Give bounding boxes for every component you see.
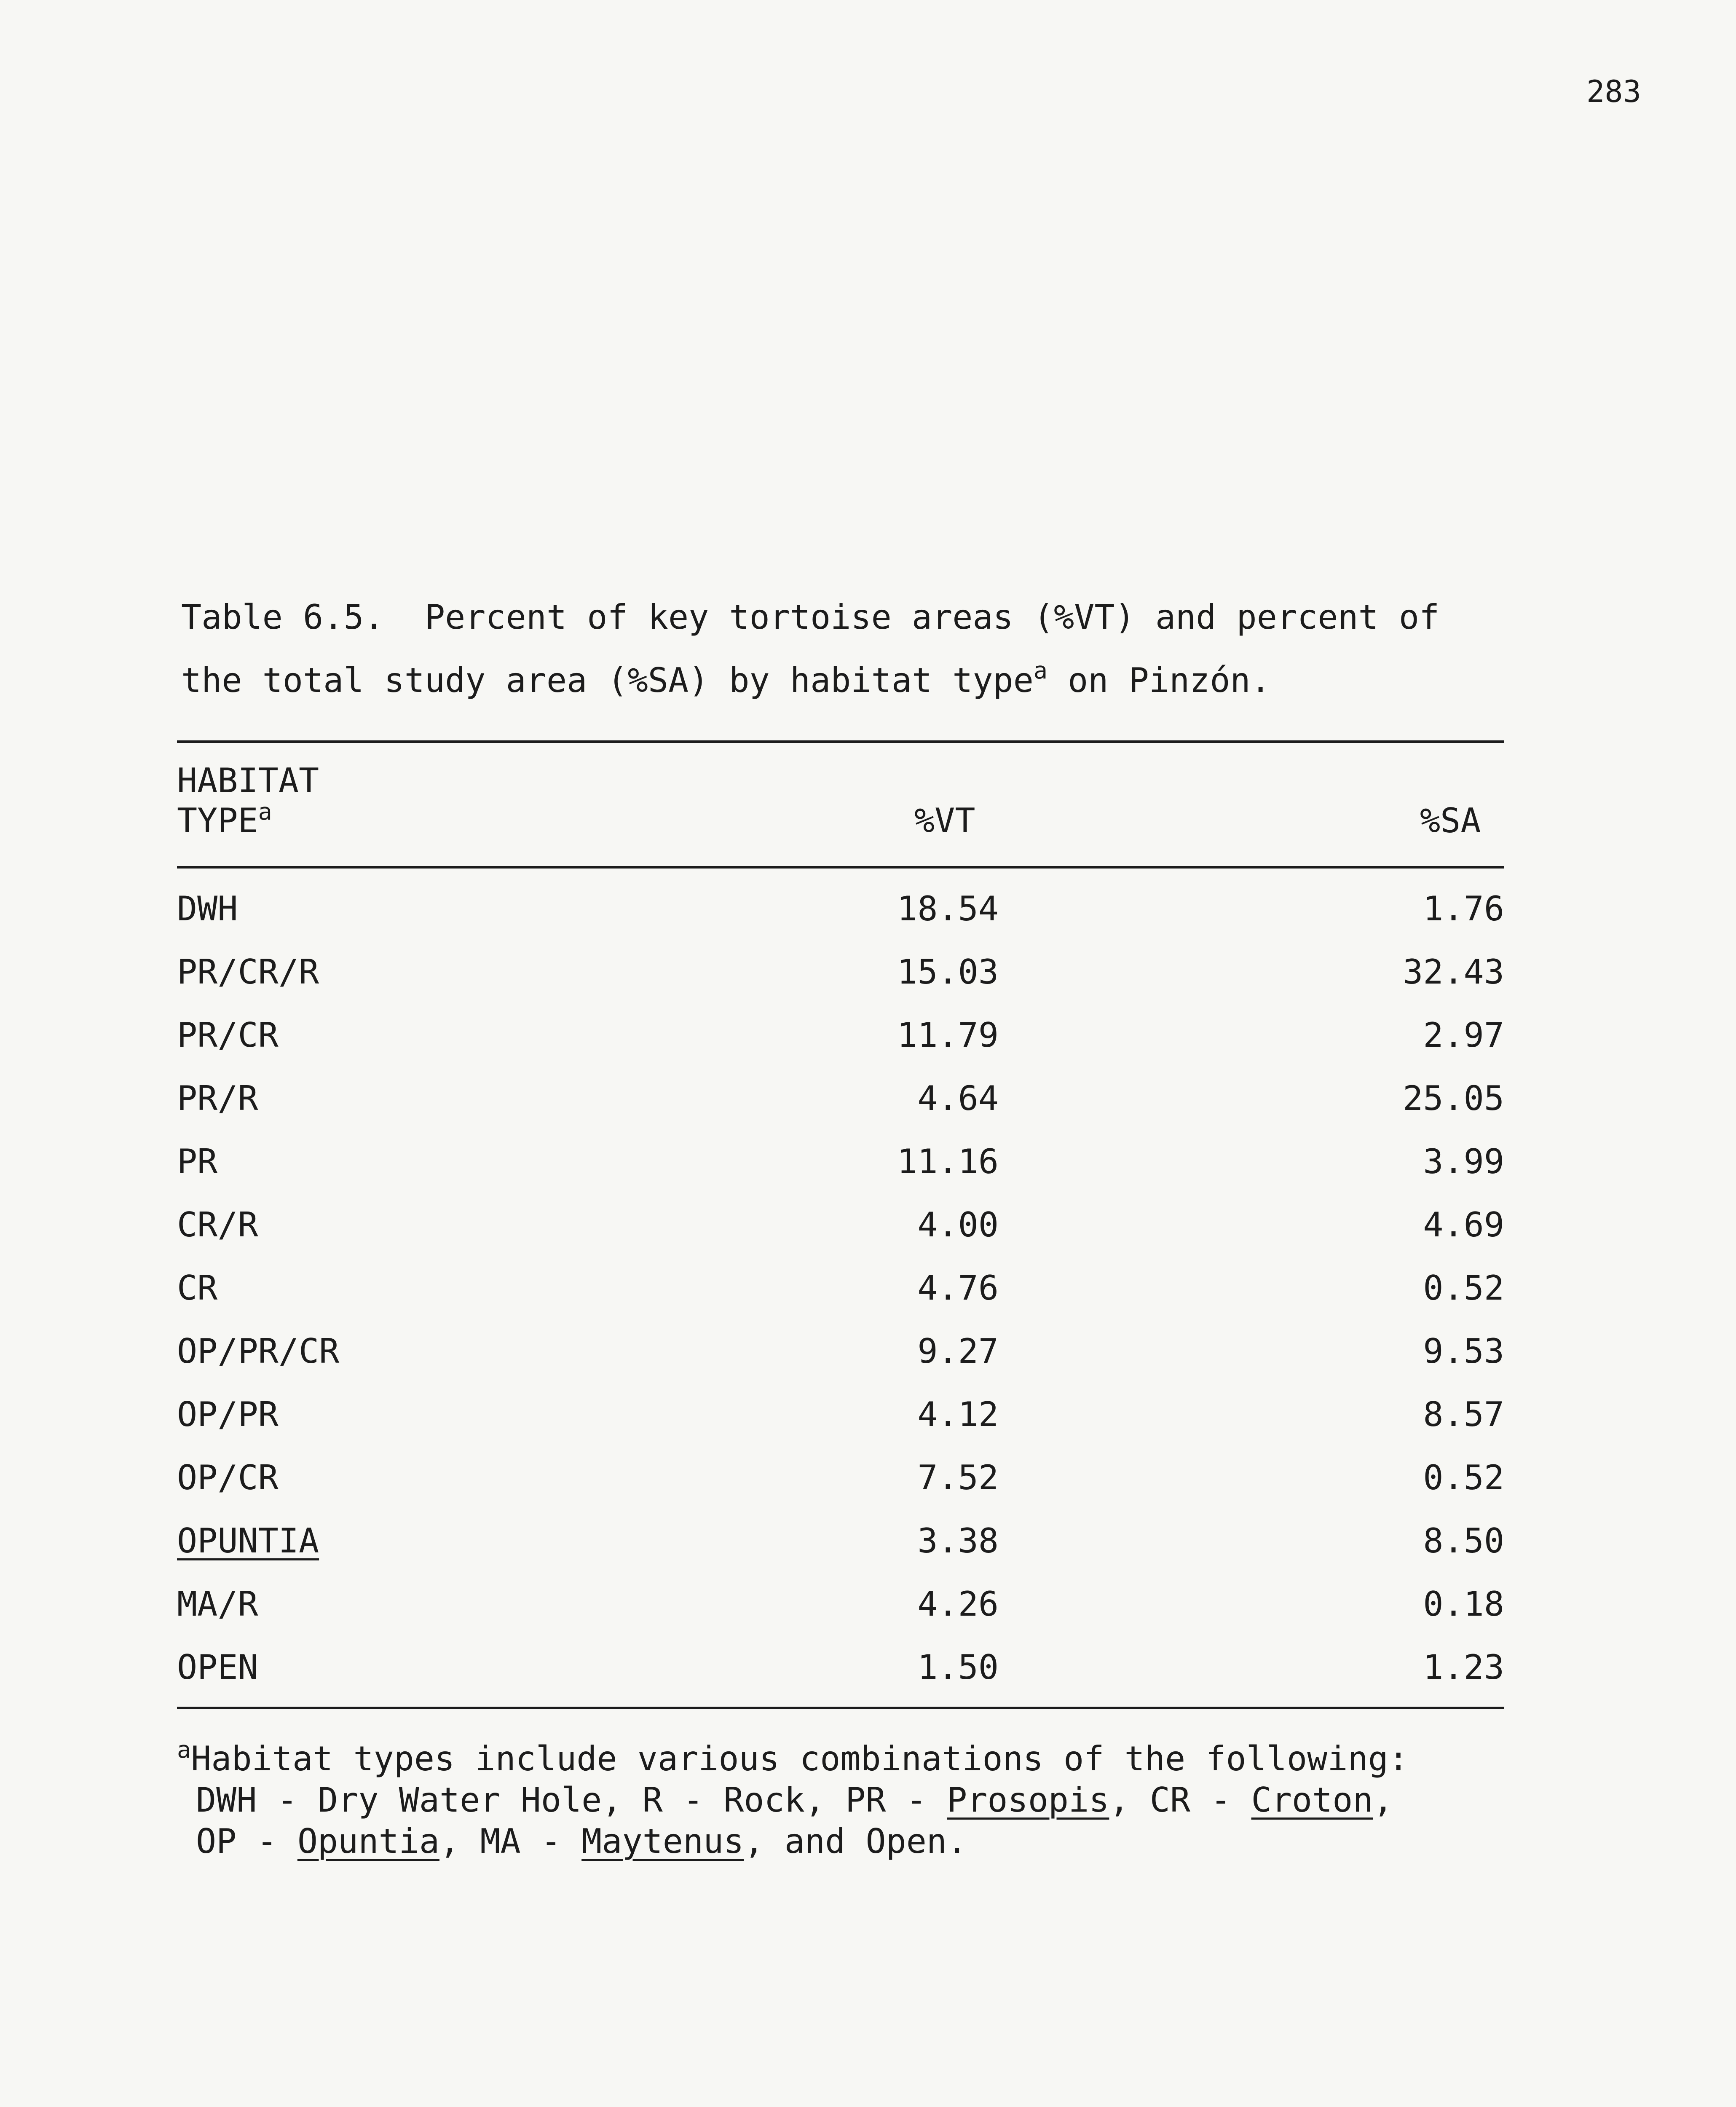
habitat-cell: CR/R [177, 1205, 258, 1244]
footnote-taxon-prosopis: Prosopis [947, 1780, 1109, 1820]
sa-cell: 2.97 [1423, 1016, 1504, 1055]
header-vt: %VT [914, 801, 975, 840]
header-habitat-line-2 [177, 798, 319, 841]
sa-cell: 1.76 [1423, 889, 1504, 928]
sa-cell: 0.18 [1423, 1584, 1504, 1624]
vt-cell: 7.52 [917, 1458, 999, 1497]
footnote-text: , [1373, 1780, 1393, 1820]
habitat-cell: PR [177, 1142, 218, 1181]
habitat-cell: PR/CR/R [177, 952, 319, 992]
habitat-cell: DWH [177, 889, 238, 928]
table-row [177, 1458, 1504, 1521]
caption-line-2-text: the total study area (%SA) by habitat type [181, 661, 1034, 700]
habitat-cell: OPUNTIA [177, 1521, 319, 1560]
sa-cell: 9.53 [1423, 1332, 1504, 1371]
footnote-line-1 [177, 1738, 1525, 1780]
footnote-taxon-opuntia: Opuntia [297, 1822, 439, 1861]
caption-superscript: a [1033, 657, 1048, 684]
footnote-line-3 [177, 1821, 1525, 1862]
vt-cell: 9.27 [917, 1332, 999, 1371]
sa-cell: 4.69 [1423, 1205, 1504, 1244]
table-row [177, 889, 1504, 952]
vt-cell: 4.76 [917, 1268, 999, 1308]
sa-cell: 8.57 [1423, 1395, 1504, 1434]
vt-cell: 18.54 [897, 889, 999, 928]
footnote-mark: a [177, 1736, 191, 1763]
habitat-cell: OPEN [177, 1648, 258, 1687]
table-footnote [177, 1738, 1525, 1862]
table-top-rule [177, 740, 1504, 743]
vt-cell: 1.50 [917, 1648, 999, 1687]
sa-cell: 0.52 [1423, 1268, 1504, 1308]
footnote-text: , and Open. [744, 1822, 967, 1861]
footnote-text: OP - [196, 1822, 297, 1861]
vt-cell: 4.00 [917, 1205, 999, 1244]
vt-cell: 4.64 [917, 1079, 999, 1118]
vt-cell: 15.03 [897, 952, 999, 992]
sa-cell: 32.43 [1403, 952, 1504, 992]
footnote-text: DWH - Dry Water Hole, R - Rock, PR - [196, 1780, 947, 1820]
sa-cell: 1.23 [1423, 1648, 1504, 1687]
habitat-cell: MA/R [177, 1584, 258, 1624]
header-habitat-line-1: HABITAT [177, 761, 319, 800]
table-row [177, 952, 1504, 1016]
table-row [177, 1142, 1504, 1205]
habitat-cell: OP/PR/CR [177, 1332, 340, 1371]
footnote-line-2 [177, 1780, 1525, 1821]
table-header-rule [177, 866, 1504, 869]
habitat-cell: CR [177, 1268, 218, 1308]
table-row [177, 1521, 1504, 1584]
table-row [177, 1268, 1504, 1332]
table-row [177, 1332, 1504, 1395]
table-caption [181, 586, 1530, 712]
page-number: 283 [1586, 74, 1641, 109]
caption-line-2-end: on Pinzón. [1047, 661, 1271, 700]
footnote-text: , CR - [1109, 1780, 1251, 1820]
habitat-cell: OP/PR [177, 1395, 279, 1434]
habitat-cell: PR/CR [177, 1016, 279, 1055]
table-row [177, 1016, 1504, 1079]
sa-cell: 25.05 [1403, 1079, 1504, 1118]
footnote-taxon-maytenus: Maytenus [581, 1822, 744, 1861]
habitat-cell: OP/CR [177, 1458, 279, 1497]
table-row [177, 1205, 1504, 1268]
header-habitat [177, 761, 319, 841]
table-row [177, 1079, 1504, 1142]
vt-cell: 11.16 [897, 1142, 999, 1181]
footnote-text: , MA - [439, 1822, 582, 1861]
header-habitat-type: TYPE [177, 801, 258, 840]
table-bottom-rule [177, 1707, 1504, 1709]
vt-cell: 3.38 [917, 1521, 999, 1560]
table-row [177, 1648, 1504, 1711]
table-row [177, 1395, 1504, 1458]
sa-cell: 3.99 [1423, 1142, 1504, 1181]
footnote-taxon-croton: Croton [1251, 1780, 1373, 1820]
sa-cell: 8.50 [1423, 1521, 1504, 1560]
vt-cell: 4.12 [917, 1395, 999, 1434]
habitat-cell: PR/R [177, 1079, 258, 1118]
footnote-line-1-text: Habitat types include various combinations of the following: [191, 1739, 1409, 1778]
vt-cell: 4.26 [917, 1584, 999, 1624]
sa-cell: 0.52 [1423, 1458, 1504, 1497]
header-habitat-superscript: a [258, 798, 272, 825]
caption-line-2 [181, 649, 1530, 712]
vt-cell: 11.79 [897, 1016, 999, 1055]
table-row [177, 1584, 1504, 1648]
header-sa: %SA [1420, 801, 1481, 840]
caption-line-1: Table 6.5. Percent of key tortoise areas (%VT) and percent of [181, 598, 1440, 637]
